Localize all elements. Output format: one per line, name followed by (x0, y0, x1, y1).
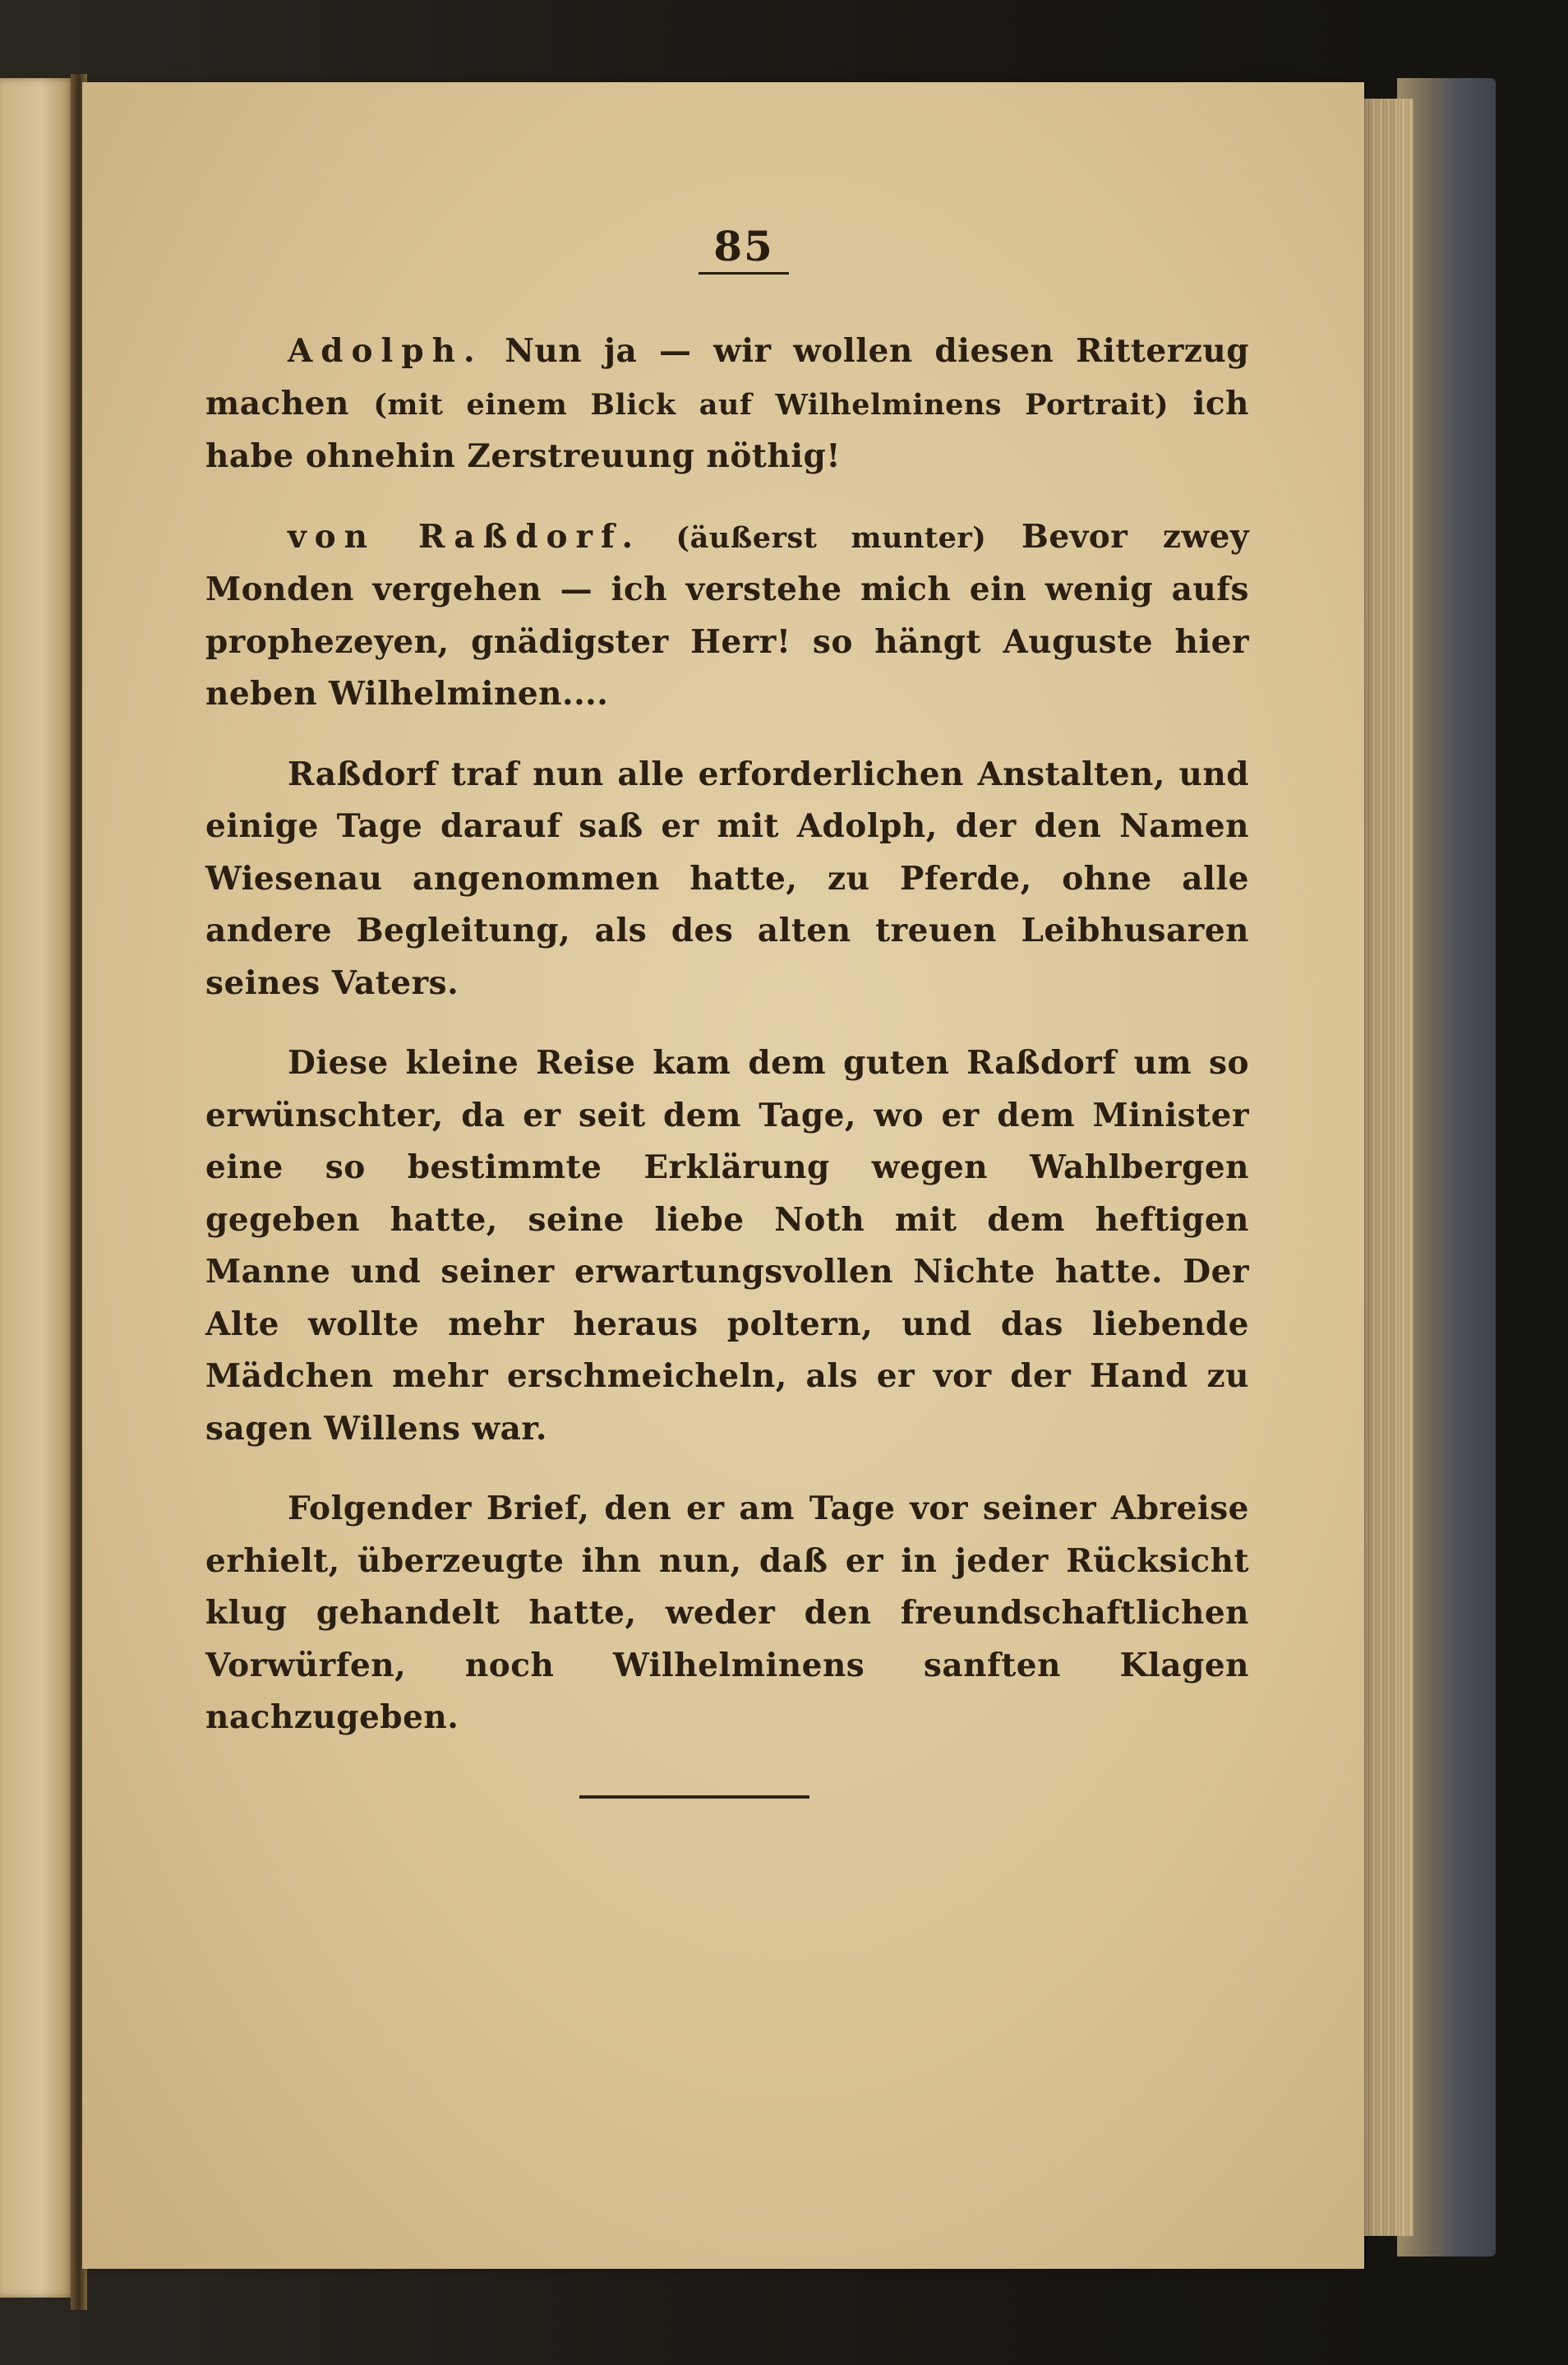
page-number-wrap (238, 222, 1249, 275)
stage-direction: (mit einem Blick auf Wilhelminens Portrait) (373, 387, 1169, 422)
speaker-name: Adolph. (288, 332, 483, 370)
paragraph-2 (205, 511, 1249, 721)
page-number: 85 (699, 222, 789, 275)
dialogue-text: Bevor zwey Monden vergehen — ich verstehe mich ein wenig aufs prophezeyen, gnädigster Herr! so hängt Auguste hier neben Wilhelminen.... (205, 517, 1250, 713)
paragraph-5: Folgender Brief, den er am Tage vor seiner Abreise erhielt, überzeugte ihn nun, daß er in jeder Rücksicht klug gehandelt hatte, weder den freundschaftlichen Vorwürfen, noch Wilhelminens sanften Klagen nachzugeben. (205, 1490, 1249, 1736)
section-end-rule (579, 1795, 809, 1799)
speaker-name: von Raßdorf. (288, 517, 642, 556)
dialogue-text: ich habe ohnehin Zerstreuung nöthig! (205, 384, 1249, 475)
page-text-block (205, 222, 1249, 1799)
adjacent-page-edge (0, 78, 76, 2298)
book-page (82, 82, 1364, 2269)
stage-direction: (äußerst munter) (676, 520, 987, 555)
paragraph-1 (205, 326, 1249, 483)
dialogue-text: Nun ja — wir wollen diesen Ritterzug machen (205, 332, 1250, 423)
paragraph-4: Diese kleine Reise kam dem guten Raßdorf um so erwünschter, da er seit dem Tage, wo er dem Minister eine so bestimmte Erklärung wegen Wahlbergen gegeben hatte, seine liebe Noth mit dem heftigen Manne und seiner erwartungsvollen Nichte hatte. Der Alte wollte mehr heraus poltern, und das liebende Mädchen mehr erschmeicheln, als er vor der Hand zu sagen Willens war. (205, 1044, 1249, 1448)
paragraph-3: Raßdorf traf nun alle erforderlichen Anstalten, und einige Tage darauf saß er mit Adolph, der den Namen Wiesenau angenommen hatte, zu Pferde, ohne alle andere Begleitung, als des alten treuen Leibhusaren seines Vaters. (205, 755, 1249, 1002)
